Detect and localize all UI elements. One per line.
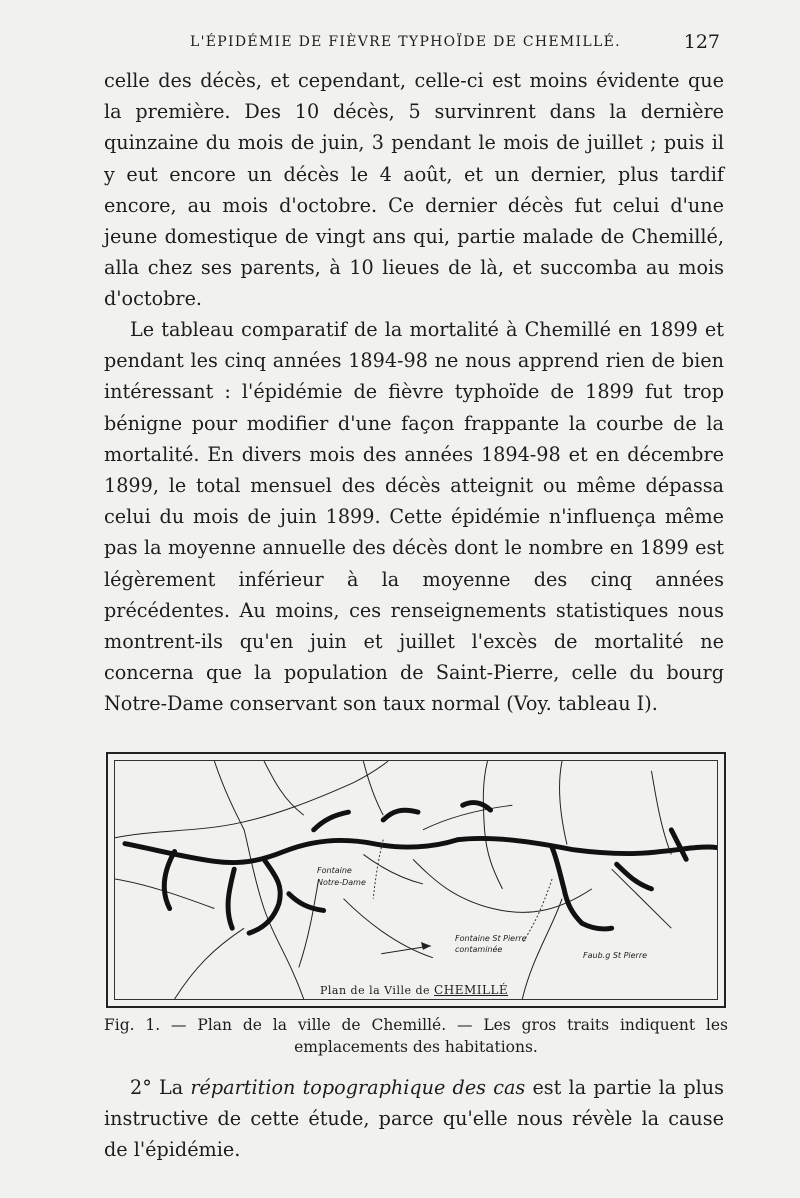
caption-line: emplacements des habitations. [294, 1038, 538, 1056]
city-map-drawing [115, 761, 717, 999]
map-frame [114, 760, 718, 1000]
page-number: 127 [683, 31, 720, 53]
paragraph-prefix: 2° La [130, 1076, 191, 1099]
label-fontaine-notre-dame [317, 865, 387, 889]
emphasis: répartition topographique des cas [190, 1076, 526, 1099]
label-line: contaminée [455, 945, 503, 954]
label-fontaine-saint-pierre [455, 933, 565, 955]
label-faubourg-saint-pierre: Faub.g St Pierre [583, 951, 648, 960]
plan-title-prefix: Plan de la Ville de [320, 984, 431, 997]
city-map-figure [106, 752, 726, 1008]
paragraph-suffix: est la partie la plus instructive de cette étude, parce qu'elle nous révèle la cause de l'épidémie. [104, 1076, 725, 1162]
plan-title-city: CHEMILLÉ [434, 983, 509, 997]
compass-arrow [381, 942, 431, 954]
label-line: Fontaine [317, 866, 352, 875]
caption-line: Fig. 1. — Plan de la ville de Chemillé. — Les gros traits indiquent les [104, 1016, 728, 1034]
dashed-paths [373, 840, 552, 943]
paragraph-text [104, 1072, 724, 1166]
label-line: Fontaine St Pierre [455, 934, 527, 943]
minor-roads [115, 761, 671, 999]
paragraph-text: Le tableau comparatif de la mortalité à Chemillé en 1899 et pendant les cinq années 1894-98 ne nous apprend rien de bien intéressant : l'épidémie de fièvre typhoïde de 1899 fut trop bénigne pour modifier d'une façon frappante la courbe de la mortalité. En divers mois des années 1894-98 et en décembre 1899, le total mensuel des décès atteignit ou même dépassa celui du mois de juin 1899. Cette épidémie n'influença même pas la moyenne annuelle des décès dont le nombre en 1899 est légèrement inférieur à la moyenne des cinq années précédentes. Au moins, ces renseignements statistiques nous montrent-ils qu'en juin et juillet l'excès de mortalité ne concerna que la population de Saint-Pierre, celle du bourg Notre-Dame conservant son taux normal (Voy. tableau I). [104, 318, 724, 716]
label-line: Notre-Dame [317, 878, 366, 887]
running-title: L'ÉPIDÉMIE DE FIÈVRE TYPHOÏDE DE CHEMILLÉ. [190, 34, 621, 50]
plan-title [320, 983, 508, 997]
habitation-lines [125, 803, 717, 934]
paragraph-repartition [104, 1072, 724, 1166]
figure-caption [104, 1014, 728, 1058]
paragraph-deces [104, 65, 724, 315]
paragraph-text: celle des décès, et cependant, celle-ci est moins évidente que la première. Des 10 décès, 5 survinrent dans la dernière quinzaine du mois de juin, 3 pendant le mois de juillet ; puis il y eut encore un décès le 4 août, et un dernier, plus tardif encore, au mois d'octobre. Ce dernier décès fut celui d'une jeune domestique de vingt ans qui, partie malade de Chemillé, alla chez ses parents, à 10 lieues de là, et succomba au mois d'octobre. [104, 69, 724, 311]
paragraph-mortalite [104, 314, 724, 720]
